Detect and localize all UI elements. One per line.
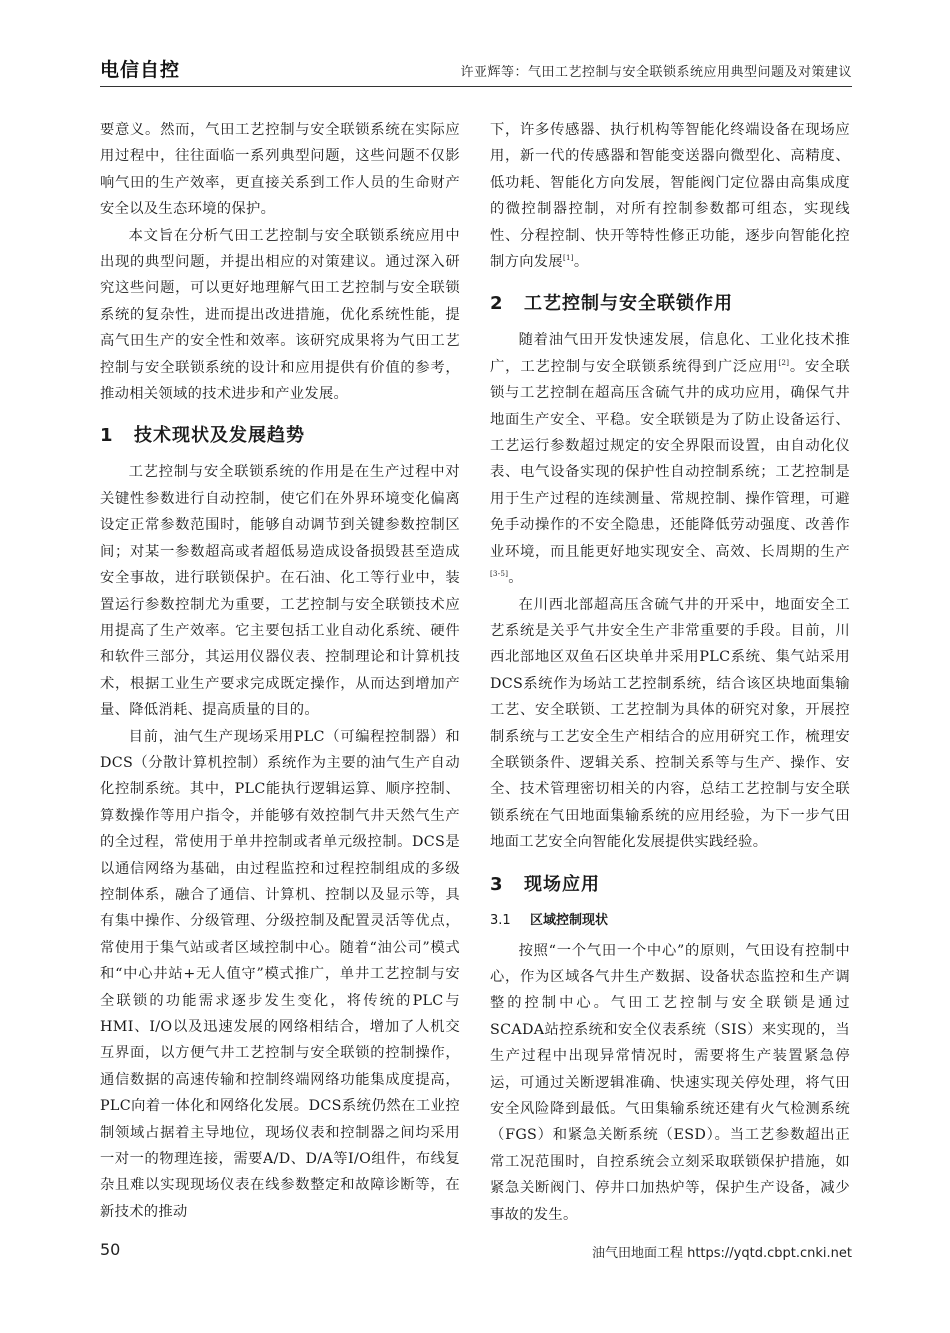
- section-title: 工艺控制与安全联锁作用: [524, 293, 733, 315]
- paragraph: 工艺控制与安全联锁系统的作用是在生产过程中对关键性参数进行自动控制，使它们在外界环境变化偏离设定正常参数范围时，能够自动调节到关键参数控制区间；对某一参数超高或者超低易造成设备损毁甚至造成安全事故，进行联锁保护。在石油、化工等行业中，装置运行参数控制尤为重要，工艺控制与安全联锁技术应用提高了生产效率。它主要包括工业自动化系统、硬件和软件三部分，其运用仪器仪表、控制理论和计算机技术，根据工业生产要求完成既定操作，从而达到增加产量、降低消耗、提高质量的目的。: [100, 464, 460, 719]
- left-column: [100, 117, 460, 1225]
- subsection-heading-3-1: [490, 908, 850, 934]
- paragraph: 按照“一个气田一个中心”的原则，气田设有控制中心，作为区域各气井生产数据、设备状态监控和生产调整的控制中心。气田工艺控制与安全联锁是通过SCADA站控系统和安全仪表系统（SIS）来实现的，当生产过程中出现异常情况时，需要将生产装置紧急停运，可通过关断逻辑准确、快速实现关停处理，将气田安全风险降到最低。气田集输系统还建有火气检测系统（FGS）和紧急关断系统（ESD）。当工艺参数超出正常工况范围时，自控系统会立刻采取联锁保护措施，如紧急关断阀门、停井口加热炉等，保护生产设备，减少事故的发生。: [490, 942, 850, 1223]
- section-number: 2: [490, 293, 504, 315]
- citation: [3-5]: [490, 570, 509, 579]
- section-title: 技术现状及发展趋势: [134, 425, 305, 447]
- right-column: [490, 117, 850, 1228]
- page-header: [100, 55, 852, 85]
- section-heading-1: [100, 421, 460, 451]
- section-number: 3: [490, 873, 504, 895]
- section-title: 现场应用: [524, 873, 600, 895]
- page-number: 50: [100, 1240, 121, 1259]
- paragraph-text: 随着油气田开发快速发展，信息化、工业化技术推广，工艺控制与安全联锁系统得到广泛应用: [490, 332, 850, 375]
- running-title: 许亚辉等：气田工艺控制与安全联锁系统应用典型问题及对策建议: [460, 65, 852, 80]
- paragraph-text: 。: [508, 570, 523, 587]
- section-number: 1: [100, 425, 114, 447]
- citation: [1]: [562, 254, 574, 263]
- paragraph-text: 。安全联锁与工艺控制在超高压含硫气井的成功应用，确保气井地面生产安全、平稳。安全联锁是为了防止设备运行、工艺运行参数超过规定的安全界限而设置，由自动化仪表、电气设备实现的保护性自动控制系统；工艺控制是用于生产过程的连续测量、常规控制、操作管理，可避免手动操作的不安全隐患，还能降低劳动强度、改善作业环境，而且能更好地实现安全、高效、长周期的生产: [490, 358, 851, 560]
- paragraph: 在川西北部超高压含硫气井的开采中，地面安全工艺系统是关乎气井安全生产非常重要的手段。目前，川西北部地区双鱼石区块单井采用PLC系统、集气站采用DCS系统作为场站工艺控制系统，结合该区块地面集输工艺、安全联锁、工艺控制为具体的研究对象，开展控制系统与工艺安全生产相结合的应用研究工作，梳理安全联锁条件、逻辑关系、控制关系等与生产、操作、安全、技术管理密切相关的内容，总结工艺控制与安全联锁系统在气田地面集输系统的应用经验，为下一步气田地面工艺安全向智能化发展提供实践经验。: [490, 596, 850, 851]
- citation: [2]: [778, 358, 790, 367]
- paragraph: 要意义。然而，气田工艺控制与安全联锁系统在实际应用过程中，往往面临一系列典型问题，这些问题不仅影响气田的生产效率，更直接关系到工作人员的生命财产安全以及生态环境的保护。: [100, 122, 460, 218]
- section-heading-3: [490, 870, 850, 900]
- subsection-number: 3.1: [490, 912, 511, 928]
- section-heading-2: [490, 289, 850, 319]
- paragraph: [490, 327, 850, 591]
- paragraph-text: 下，许多传感器、执行机构等智能化终端设备在现场应用，新一代的传感器和智能变送器向微型化、高精度、低功耗、智能化方向发展，智能阀门定位器由高集成度的微控制器控制，对所有控制参数都可组态，实现线性、分程控制、快开等特性修正功能，逐步向智能化控制方向发展: [490, 122, 850, 271]
- paragraph: 本文旨在分析气田工艺控制与安全联锁系统应用中出现的典型问题，并提出相应的对策建议。通过深入研究这些问题，可以更好地理解气田工艺控制与安全联锁系统的复杂性，进而提出改进措施，优化系统性能，提高气田生产的安全性和效率。该研究成果将为气田工艺控制与安全联锁系统的设计和应用提供有价值的参考，推动相关领域的技术进步和产业发展。: [100, 227, 460, 403]
- paragraph: [490, 117, 850, 275]
- journal-logo: 电信自控: [100, 59, 181, 81]
- paragraph-text: 。: [573, 254, 589, 271]
- paragraph: 目前，油气生产现场采用PLC（可编程控制器）和DCS（分散计算机控制）系统作为主要的油气生产自动化控制系统。其中，PLC能执行逻辑运算、顺序控制、算数操作等用户指令，并能够有效控制气井天然气生产的全过程，常使用于单井控制或者单元级控制。DCS是以通信网络为基础，由过程监控和过程控制组成的多级控制体系，融合了通信、计算机、控制以及显示等，具有集中操作、分级管理、分级控制及配置灵活等优点，常使用于集气站或者区域控制中心。随着“油公司”模式和“中心井站+无人值守”模式推广，单井工艺控制与安全联锁的功能需求逐步发生变化，将传统的PLC与HMI、I/O以及迅速发展的网络相结合，增加了人机交互界面，以方便气井工艺控制与安全联锁的控制操作，通信数据的高速传输和控制终端网络功能集成度提高，PLC向着一体化和网络化发展。DCS系统仍然在工业控制领域占据着主导地位，现场仪表和控制器之间均采用一对一的物理连接，需要A/D、D/A等I/O组件，布线复杂且难以实现现场仪表在线参数整定和故障诊断等，在新技术的推动: [100, 728, 460, 1220]
- header-rule: [100, 86, 852, 87]
- journal-footer: 油气田地面工程 https://yqtd.cbpt.cnki.net: [591, 1246, 852, 1261]
- subsection-title: 区域控制现状: [530, 912, 609, 928]
